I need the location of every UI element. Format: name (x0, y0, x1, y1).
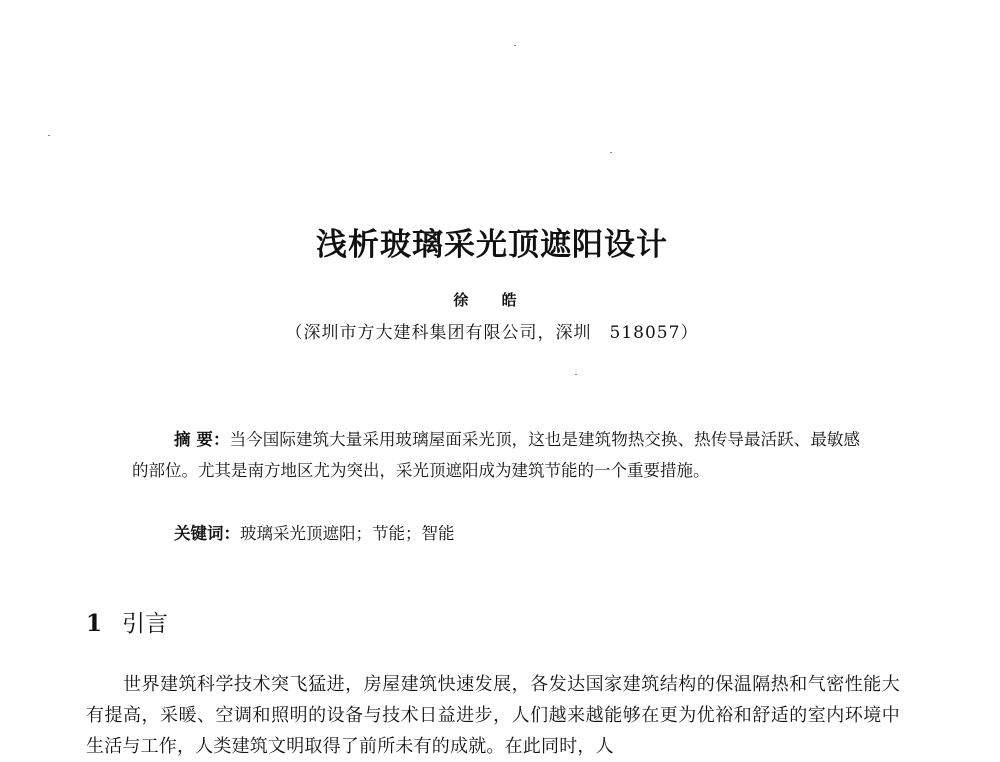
abstract-paragraph (132, 424, 860, 486)
scan-speck (514, 45, 516, 46)
scan-speck (575, 374, 577, 375)
abstract-label: 摘 要： (174, 430, 230, 449)
scan-speck (610, 152, 612, 153)
keywords-text: 玻璃采光顶遮阳；节能；智能 (240, 524, 455, 543)
author-name: 徐 皓 (453, 291, 531, 309)
author-affiliation: （深圳市方大建科集团有限公司，深圳 518057） (285, 323, 699, 343)
keywords-line (174, 520, 455, 544)
paper-title: 浅析玻璃采光顶遮阳设计 (316, 227, 668, 263)
section-title: 引言 (122, 611, 169, 637)
section-heading (86, 605, 168, 638)
scan-speck (48, 135, 50, 136)
keywords-label: 关键词： (174, 524, 240, 543)
abstract-text: 当今国际建筑大量采用玻璃屋面采光顶，这也是建筑物热交换、热传导最活跃、最敏感的部位。尤其是南方地区尤为突出，采光顶遮阳成为建筑节能的一个重要措施。 (132, 430, 861, 480)
section-number: 1 (86, 610, 103, 637)
body-paragraph: 世界建筑科学技术突飞猛进，房屋建筑快速发展，各发达国家建筑结构的保温隔热和气密性能大有提高，采暖、空调和照明的设备与技术日益进步，人们越来越能够在更为优裕和舒适的室内环境中生活与工作，人类建筑文明取得了前所未有的成就。在此同时，人 (86, 674, 900, 757)
